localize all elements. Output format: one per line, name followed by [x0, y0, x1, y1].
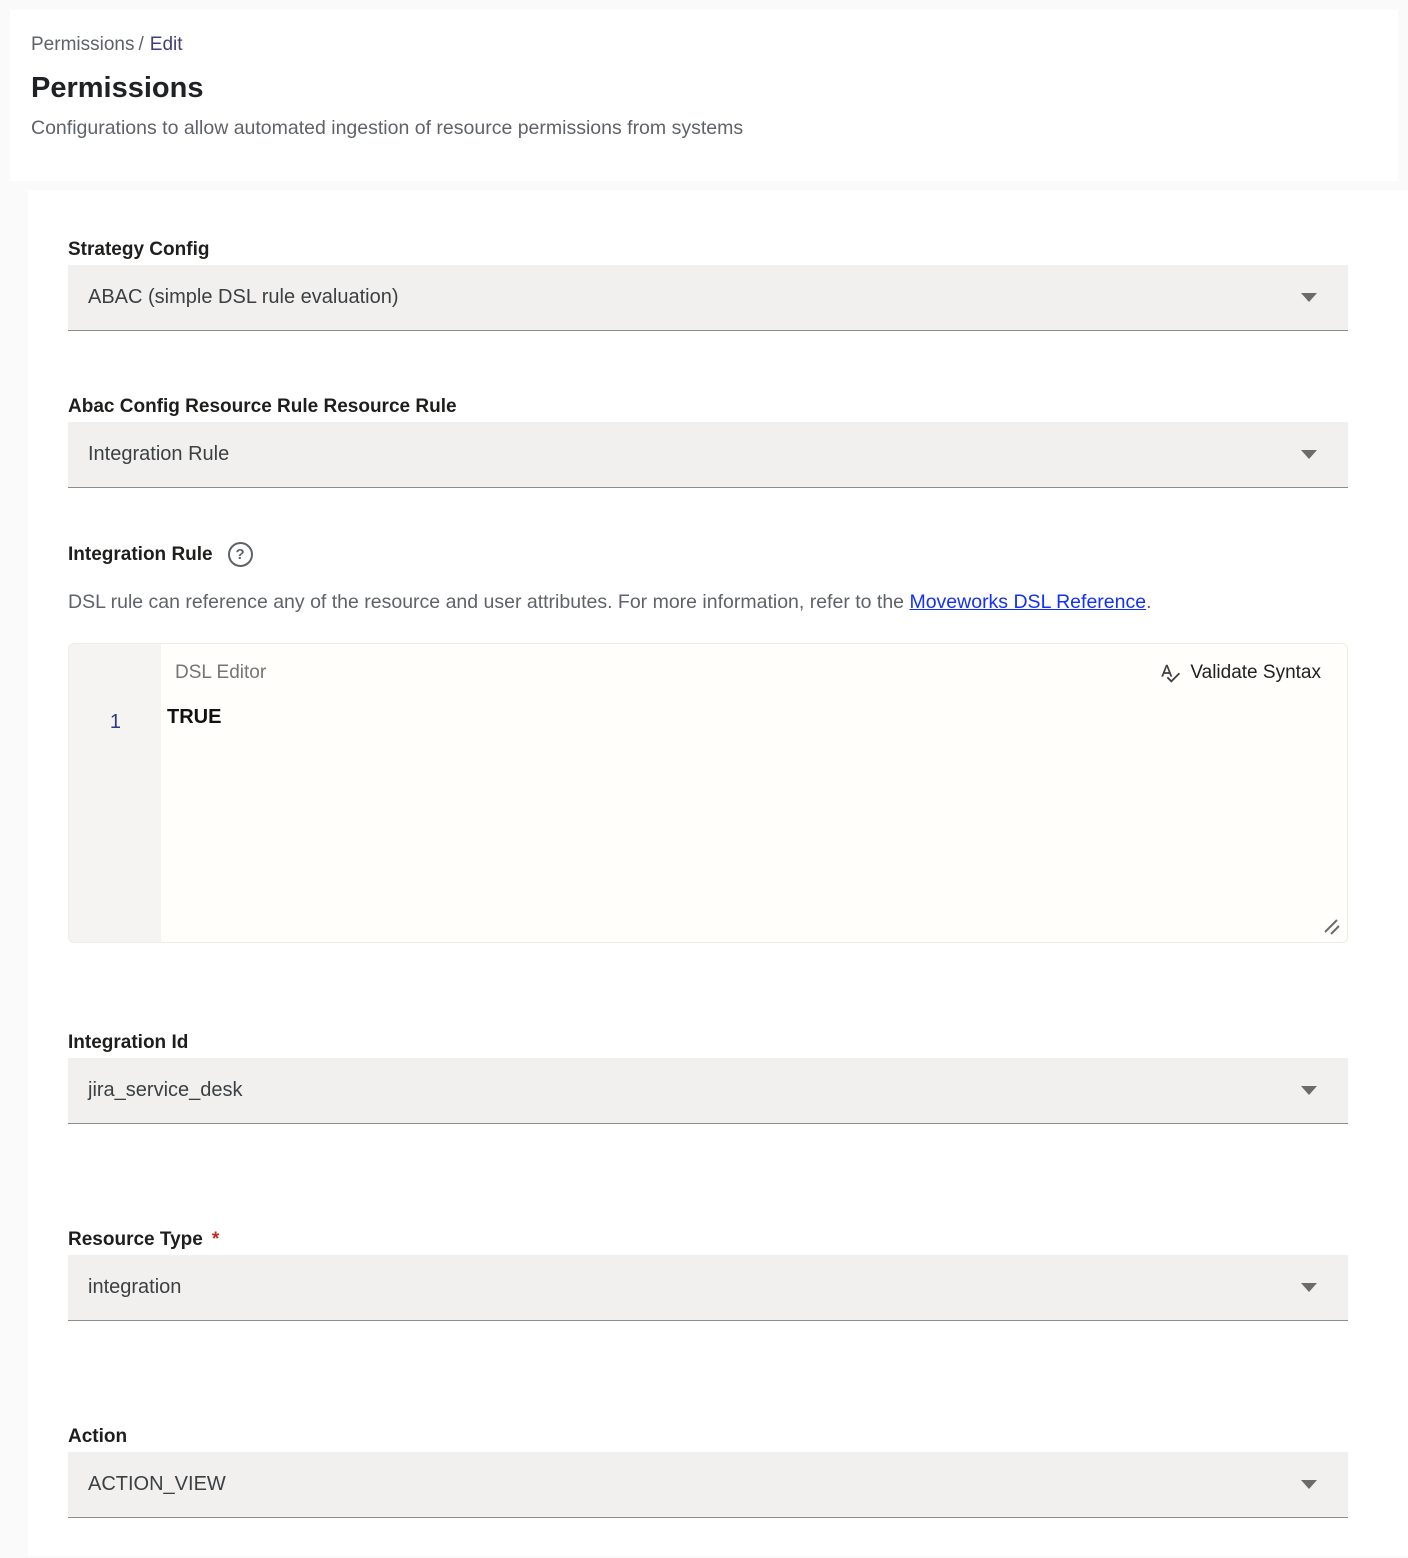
- description-period: .: [1146, 591, 1152, 613]
- validate-syntax-label: Validate Syntax: [1190, 661, 1321, 683]
- integration-rule-heading: [68, 542, 1348, 567]
- strategy-config-select[interactable]: [68, 265, 1348, 331]
- abac-config-resource-rule-select[interactable]: [68, 422, 1348, 488]
- resize-handle-icon[interactable]: [1321, 916, 1341, 936]
- resource-type-select[interactable]: [68, 1255, 1348, 1321]
- editor-main[interactable]: [161, 644, 1347, 942]
- integration-id-value: jira_service_desk: [88, 1079, 243, 1101]
- page-title: Permissions: [31, 72, 204, 104]
- section-integration-rule: [68, 542, 1348, 943]
- chevron-down-icon: [1301, 293, 1317, 302]
- integration-id-select[interactable]: [68, 1058, 1348, 1124]
- integration-rule-label: Integration Rule: [68, 544, 213, 565]
- breadcrumb-edit-link[interactable]: Edit: [149, 34, 183, 55]
- abac-config-resource-rule-label: Abac Config Resource Rule Resource Rule: [68, 396, 457, 417]
- strategy-config-label: Strategy Config: [68, 239, 210, 260]
- editor-header: [175, 661, 1321, 684]
- breadcrumb-permissions[interactable]: Permissions: [31, 34, 135, 55]
- editor-title: DSL Editor: [175, 662, 267, 683]
- strategy-config-value: ABAC (simple DSL rule evaluation): [88, 286, 399, 308]
- action-value: ACTION_VIEW: [88, 1473, 226, 1495]
- page-subtitle: Configurations to allow automated ingestion of resource permissions from systems: [31, 117, 744, 139]
- integration-rule-description: [68, 591, 1348, 614]
- required-asterisk: *: [211, 1229, 220, 1250]
- help-question-icon[interactable]: ?: [228, 542, 253, 567]
- action-select[interactable]: [68, 1452, 1348, 1518]
- moveworks-dsl-reference-link[interactable]: Moveworks DSL Reference: [909, 591, 1147, 613]
- field-strategy-config: [68, 238, 1348, 331]
- editor-line-gutter: [69, 644, 161, 942]
- breadcrumb-separator: /: [138, 34, 144, 55]
- spellcheck-icon: [1159, 662, 1181, 684]
- resource-type-value: integration: [88, 1276, 182, 1298]
- page-header: [10, 10, 1398, 181]
- chevron-down-icon: [1301, 450, 1317, 459]
- field-abac-config-resource-rule: [68, 395, 1348, 488]
- resource-type-label: [68, 1228, 1348, 1251]
- editor-line-number: 1: [109, 711, 121, 733]
- integration-id-label: Integration Id: [68, 1032, 189, 1053]
- abac-config-resource-rule-value: Integration Rule: [88, 443, 230, 465]
- validate-syntax-button[interactable]: [1159, 662, 1321, 684]
- dsl-editor[interactable]: [68, 643, 1348, 943]
- chevron-down-icon: [1301, 1086, 1317, 1095]
- field-action: [68, 1425, 1348, 1518]
- action-label: Action: [68, 1426, 128, 1447]
- field-integration-id: [68, 1031, 1348, 1124]
- description-text: DSL rule can reference any of the resource and user attributes. For more information, refer to the: [68, 591, 910, 613]
- resource-type-label-text: Resource Type: [68, 1229, 203, 1250]
- editor-code-line[interactable]: TRUE: [167, 706, 222, 728]
- breadcrumb: [31, 33, 1377, 56]
- field-resource-type: [68, 1228, 1348, 1321]
- form-card: [28, 190, 1408, 1556]
- chevron-down-icon: [1301, 1283, 1317, 1292]
- chevron-down-icon: [1301, 1480, 1317, 1489]
